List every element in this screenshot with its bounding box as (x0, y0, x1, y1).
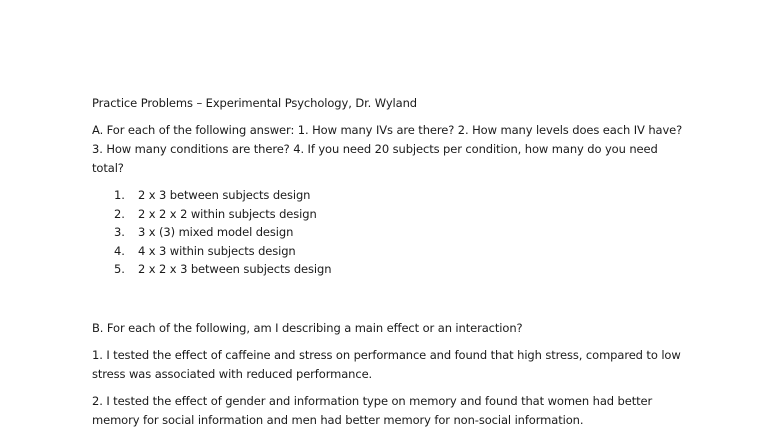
list-item-number: 3. (114, 225, 125, 239)
section-b-prompt: B. For each of the following, am I describing a main effect or an interaction? (92, 320, 523, 335)
list-item-number: 4. (114, 243, 125, 258)
question-b2 (92, 392, 732, 430)
spacer (92, 279, 732, 319)
list-item-number: 5. (114, 262, 125, 276)
list-item-text: 2 x 2 x 3 between subjects design (138, 262, 332, 276)
section-a-prompt (92, 121, 732, 178)
section-a-prompt-line-1: A. For each of the following answer: 1. How many IVs are there? 2. How many levels does each IV have? (92, 123, 683, 137)
list-item (92, 186, 732, 205)
question-b2-line-2: memory for social information and men had better memory for non-social information. (92, 412, 584, 427)
question-b1-line-2: stress was associated with reduced performance. (92, 366, 373, 381)
list-item-number: 2. (114, 206, 125, 221)
section-a-prompt-line-2: 3. How many conditions are there? 4. If you need 20 subjects per condition, how many do you need (92, 142, 658, 156)
question-b1 (92, 346, 732, 384)
list-item (92, 260, 732, 279)
list-item-number: 1. (114, 188, 125, 202)
document-page (92, 94, 732, 438)
section-a-prompt-line-3: total? (92, 161, 124, 175)
list-item-text: 3 x (3) mixed model design (138, 225, 294, 239)
document-title: Practice Problems – Experimental Psychology, Dr. Wyland (92, 96, 417, 110)
question-b1-line-1: 1. I tested the effect of caffeine and stress on performance and found that high stress, compared to low (92, 347, 681, 362)
list-item-text: 4 x 3 within subjects design (138, 243, 296, 258)
list-item (92, 242, 732, 261)
question-b2-line-1: 2. I tested the effect of gender and information type on memory and found that women had better (92, 393, 653, 408)
list-item (92, 223, 732, 242)
list-item-text: 2 x 2 x 2 within subjects design (138, 206, 317, 221)
list-item-text: 2 x 3 between subjects design (138, 188, 311, 202)
design-list (92, 186, 732, 279)
list-item (92, 205, 732, 224)
